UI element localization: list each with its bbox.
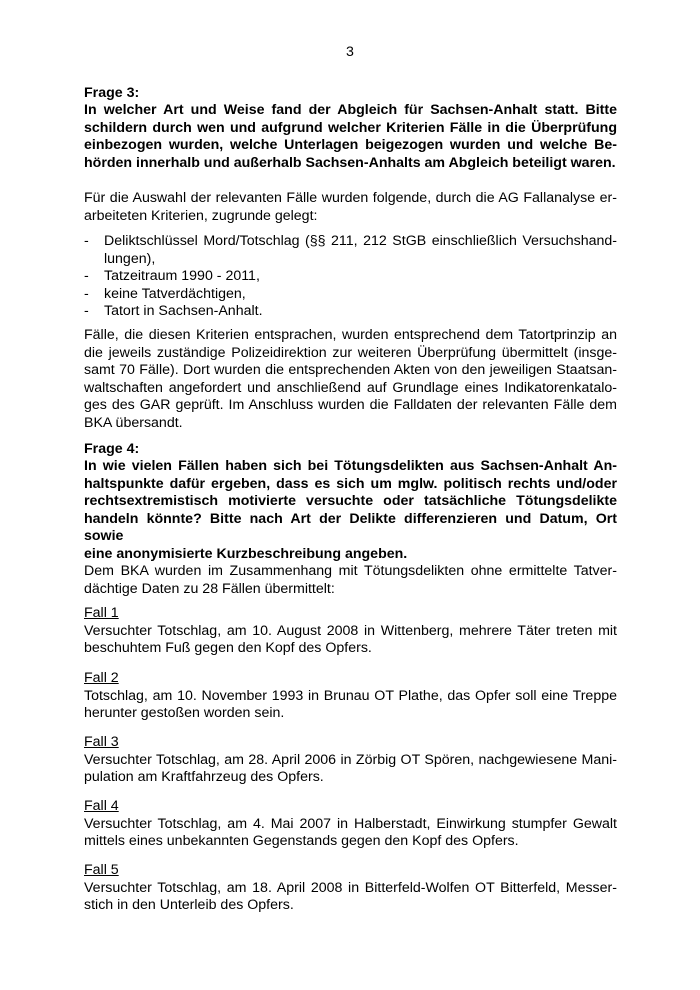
case-line: mittels eines unbekannten Gegenstands gegen den Kopf des Opfers. (84, 833, 519, 849)
dash-bullet: - (84, 233, 89, 249)
frage3-intro-line: arbeiteten Kriterien, zugrunde gelegt: (84, 207, 318, 224)
criteria-line: keine Tatverdächtigen, (104, 285, 246, 302)
frage4-question-line: handeln könnte? Bitte nach Art der Delikte differenzieren und Datum, Ort sowie (84, 510, 617, 544)
case-line: Versuchter Totschlag, am 18. April 2008 in Bitterfeld-Wolfen OT Bitterfeld, Messer- (84, 879, 617, 896)
dash-bullet: - (84, 285, 89, 302)
criteria-line: Tatzeitraum 1990 - 2011, (104, 268, 260, 284)
case-line: Versuchter Totschlag, am 10. August 2008 in Wittenberg, mehrere Täter treten mit (84, 622, 617, 639)
frage3-question-line: In welcher Art und Weise fand der Abgleich für Sachsen-Anhalt statt. Bitte (84, 102, 617, 118)
case-line: beschuhtem Fuß gegen den Kopf des Opfers. (84, 640, 372, 656)
frage4-question (84, 458, 617, 563)
frage3-answer-line: BKA übersandt. (84, 414, 183, 431)
case-line: stich in den Unterleib des Opfers. (84, 897, 294, 913)
frage3-intro-line: Für die Auswahl der relevanten Fälle wurden folgende, durch die AG Fallanalyse er- (84, 190, 617, 206)
frage4-answer-line: Dem BKA wurden im Zusammenhang mit Tötungsdelikten ohne ermittelte Tatver- (84, 563, 617, 579)
frage4-answer (84, 563, 617, 598)
criteria-line: lungen), (104, 250, 156, 267)
case-item (84, 605, 617, 658)
case-line: Totschlag, am 10. November 1993 in Brunau OT Plathe, das Opfer soll eine Treppe (84, 687, 617, 704)
criteria-line: Tatort in Sachsen-Anhalt. (104, 303, 263, 319)
frage3-answer-line: Fälle, die diesen Kriterien entsprachen, wurden entsprechend dem Tatortprinzip an (84, 327, 617, 343)
case-item (84, 734, 617, 787)
case-item (84, 862, 617, 915)
frage3-answer-line: ges des GAR geprüft. Im Anschluss wurden die Falldaten der relevanten Fälle dem (84, 397, 617, 413)
frage3-answer-line: waltschaften angefordert und anschließend auf Grundlage eines Indikatorenkatalo- (84, 379, 617, 396)
frage4-question-line: haltspunkte dafür ergeben, dass es sich um mglw. politisch rechts und/oder (84, 475, 617, 492)
frage3-answer-line: die jeweils zuständige Polizeidirektion zur weiteren Überprüfung übermittelt (insge- (84, 344, 617, 361)
case-line: herunter gestoßen worden sein. (84, 705, 285, 721)
frage4-question-line: In wie vielen Fällen haben sich bei Tötungsdelikten aus Sachsen-Anhalt An- (84, 458, 617, 474)
case-title: Fall 2 (84, 670, 119, 686)
frage4-answer-line: dächtige Daten zu 28 Fällen übermittelt: (84, 580, 335, 597)
frage4-heading: Frage 4: (84, 441, 140, 457)
case-title: Fall 5 (84, 862, 119, 878)
dash-bullet: - (84, 268, 89, 284)
case-line: Versuchter Totschlag, am 28. April 2006 in Zörbig OT Spören, nachgewiesene Mani- (84, 751, 617, 768)
criteria-item (84, 268, 617, 286)
frage3-intro (84, 190, 617, 225)
dash-bullet: - (84, 303, 89, 319)
case-item (84, 798, 617, 851)
criteria-line: Deliktschlüssel Mord/Totschlag (§§ 211, 212 StGB einschließlich Versuchshand- (104, 233, 617, 249)
frage3-question-line: schildern durch wen und aufgrund welcher Kriterien Fälle in die Überprüfung (84, 119, 617, 136)
criteria-item (84, 286, 617, 304)
frage4-question-line: rechtsextremistisch motivierte versuchte oder tatsächliche Tötungsdelikte (84, 493, 617, 509)
frage3-answer (84, 327, 617, 432)
case-title: Fall 3 (84, 734, 119, 750)
criteria-item (84, 303, 617, 321)
criteria-item (84, 233, 617, 268)
case-line: pulation am Kraftfahrzeug des Opfers. (84, 769, 324, 785)
case-title: Fall 4 (84, 798, 119, 814)
frage3-question-line: einbezogen wurden, welche Unterlagen beigezogen wurden und welche Be- (84, 137, 617, 153)
frage3-question (84, 102, 617, 172)
case-title: Fall 1 (84, 605, 119, 621)
criteria-list (84, 233, 617, 321)
frage4-question-line: eine anonymisierte Kurzbeschreibung angeben. (84, 545, 408, 562)
frage3-question-line: hörden innerhalb und außerhalb Sachsen-Anhalts am Abgleich beteiligt waren. (84, 154, 616, 171)
case-line: Versuchter Totschlag, am 4. Mai 2007 in Halberstadt, Einwirkung stumpfer Gewalt (84, 815, 617, 832)
case-item (84, 670, 617, 723)
frage3-heading: Frage 3: (84, 85, 140, 101)
frage3-answer-line: samt 70 Fälle). Dort wurden die entsprechenden Akten von den jeweiligen Staatsan- (84, 362, 617, 378)
page-number: 3 (346, 44, 354, 60)
